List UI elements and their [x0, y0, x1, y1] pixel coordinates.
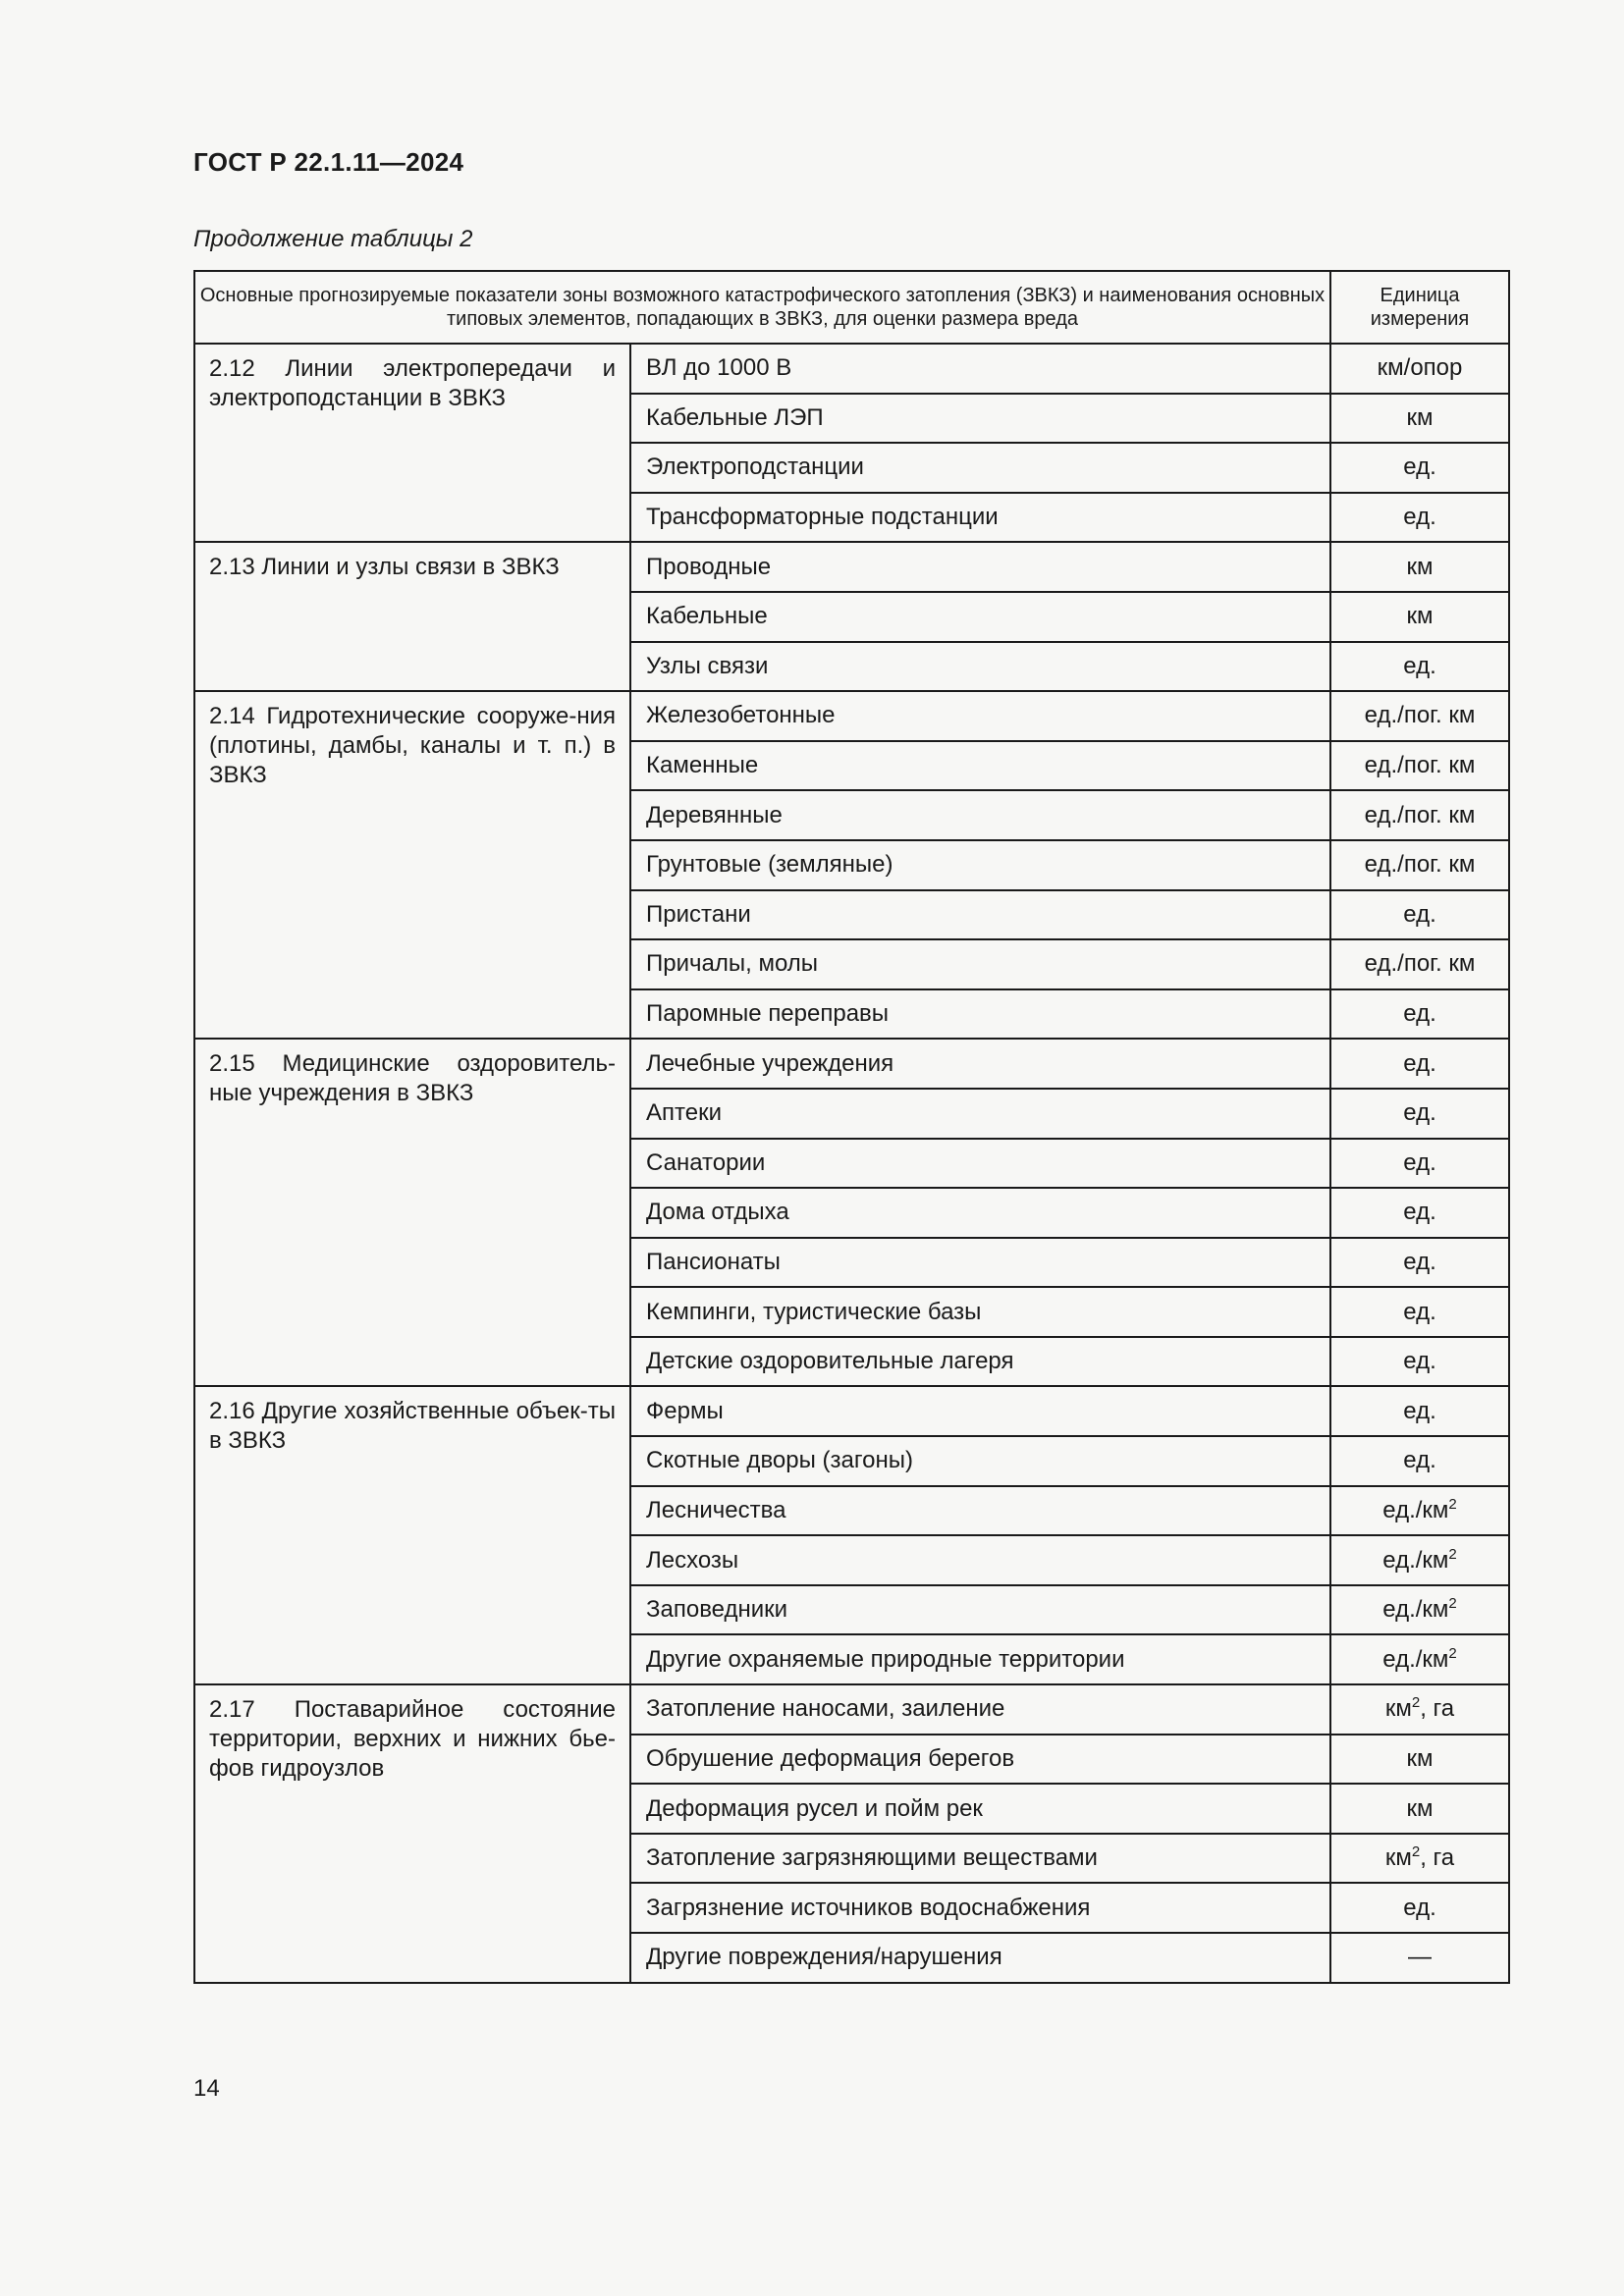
group-title: 2.14 Гидротехнические сооруже-ния (плотины, дамбы, каналы и т. п.) в ЗВКЗ — [194, 691, 630, 1039]
element-name: Трансформаторные подстанции — [630, 493, 1330, 543]
unit-cell — [1330, 1883, 1509, 1933]
unit-cell — [1330, 344, 1509, 394]
unit-cell — [1330, 1634, 1509, 1684]
unit-superscript: 2 — [1448, 1595, 1457, 1613]
unit-text: км — [1384, 1695, 1412, 1723]
element-name: Причалы, молы — [630, 939, 1330, 989]
unit-cell — [1330, 1386, 1509, 1436]
unit-cell — [1330, 394, 1509, 444]
element-name: Другие охраняемые природные территории — [630, 1634, 1330, 1684]
element-name: Грунтовые (земляные) — [630, 840, 1330, 890]
unit-text: ед. — [1403, 1000, 1436, 1028]
element-name: Кабельные ЛЭП — [630, 394, 1330, 444]
element-name: Проводные — [630, 542, 1330, 592]
document-header: ГОСТ Р 22.1.11—2024 — [193, 147, 464, 177]
unit-cell — [1330, 1486, 1509, 1536]
unit-text: ед./пог. км — [1364, 851, 1476, 879]
unit-cell — [1330, 1933, 1509, 1983]
unit-text: ед. — [1403, 1447, 1436, 1474]
element-name: Пристани — [630, 890, 1330, 940]
unit-cell — [1330, 1337, 1509, 1387]
unit-text: ед./км — [1382, 1546, 1449, 1574]
element-name: Другие повреждения/нарушения — [630, 1933, 1330, 1983]
unit-text: ед./км — [1382, 1645, 1449, 1673]
element-name: Детские оздоровительные лагеря — [630, 1337, 1330, 1387]
element-name: Затопление загрязняющими веществами — [630, 1834, 1330, 1884]
unit-text: ед. — [1403, 504, 1436, 531]
group-title: 2.12 Линии электропередачи и электроподстанции в ЗВКЗ — [194, 344, 630, 542]
unit-cell — [1330, 642, 1509, 692]
element-name: Дома отдыха — [630, 1188, 1330, 1238]
unit-text: ед./пог. км — [1364, 950, 1476, 978]
unit-text: км/опор — [1377, 354, 1463, 382]
unit-cell — [1330, 840, 1509, 890]
element-name: Загрязнение источников водоснабжения — [630, 1883, 1330, 1933]
unit-cell — [1330, 443, 1509, 493]
unit-cell — [1330, 1585, 1509, 1635]
unit-cell — [1330, 592, 1509, 642]
unit-cell — [1330, 890, 1509, 940]
unit-cell — [1330, 493, 1509, 543]
unit-text: км — [1406, 603, 1434, 630]
unit-cell — [1330, 542, 1509, 592]
element-name: Деревянные — [630, 790, 1330, 840]
element-name: Кемпинги, туристические базы — [630, 1287, 1330, 1337]
element-name: Деформация русел и пойм рек — [630, 1784, 1330, 1834]
element-name: Паромные переправы — [630, 989, 1330, 1040]
unit-text: ед. — [1403, 1894, 1436, 1921]
unit-cell — [1330, 1684, 1509, 1735]
unit-superscript: 2 — [1411, 1694, 1421, 1712]
group-title: 2.17 Поставарийное состояние территории, верхних и нижних бье-фов гидроузлов — [194, 1684, 630, 1983]
element-name: Скотные дворы (загоны) — [630, 1436, 1330, 1486]
unit-text: ед. — [1403, 652, 1436, 679]
unit-cell — [1330, 790, 1509, 840]
unit-text: ед. — [1403, 1099, 1436, 1127]
element-name: Лесничества — [630, 1486, 1330, 1536]
table-row — [194, 691, 1509, 741]
element-name: Обрушение деформация берегов — [630, 1735, 1330, 1785]
unit-text: — — [1408, 1944, 1433, 1971]
unit-text: ед. — [1403, 454, 1436, 481]
unit-cell — [1330, 691, 1509, 741]
table-caption: Продолжение таблицы 2 — [193, 226, 473, 252]
element-name: Узлы связи — [630, 642, 1330, 692]
element-name: Железобетонные — [630, 691, 1330, 741]
element-name: Затопление наносами, заиление — [630, 1684, 1330, 1735]
element-name: Электроподстанции — [630, 443, 1330, 493]
unit-text: ед./пог. км — [1364, 752, 1476, 779]
unit-text: ед. — [1403, 1148, 1436, 1176]
unit-cell — [1330, 1139, 1509, 1189]
unit-text: ед. — [1403, 1298, 1436, 1325]
group-title: 2.13 Линии и узлы связи в ЗВКЗ — [194, 542, 630, 691]
unit-text: км — [1384, 1844, 1412, 1872]
unit-cell — [1330, 1238, 1509, 1288]
unit-superscript: 2 — [1448, 1545, 1457, 1563]
unit-superscript: 2 — [1448, 1644, 1457, 1662]
table-row — [194, 1684, 1509, 1735]
unit-text: ед. — [1403, 900, 1436, 928]
element-name: Фермы — [630, 1386, 1330, 1436]
unit-text: ед./км — [1382, 1496, 1449, 1523]
unit-text: ед. — [1403, 1348, 1436, 1375]
unit-text: км — [1406, 403, 1434, 431]
unit-text: км — [1406, 1794, 1434, 1822]
unit-text: ед. — [1403, 1049, 1436, 1077]
unit-cell — [1330, 1039, 1509, 1089]
unit-cell — [1330, 741, 1509, 791]
element-name: Каменные — [630, 741, 1330, 791]
unit-cell — [1330, 1287, 1509, 1337]
table-row — [194, 344, 1509, 394]
table-row — [194, 1039, 1509, 1089]
unit-suffix: , га — [1420, 1844, 1455, 1872]
element-name: Заповедники — [630, 1585, 1330, 1635]
unit-text: ед./км — [1382, 1596, 1449, 1624]
unit-cell — [1330, 1436, 1509, 1486]
units-table — [193, 270, 1510, 1984]
unit-text: ед./пог. км — [1364, 801, 1476, 828]
unit-cell — [1330, 1188, 1509, 1238]
element-name: Санатории — [630, 1139, 1330, 1189]
unit-superscript: 2 — [1411, 1843, 1421, 1861]
element-name: Лесхозы — [630, 1535, 1330, 1585]
unit-cell — [1330, 1735, 1509, 1785]
element-name: Лечебные учреждения — [630, 1039, 1330, 1089]
unit-text: ед. — [1403, 1248, 1436, 1275]
unit-superscript: 2 — [1448, 1495, 1457, 1513]
table-header-row — [194, 271, 1509, 344]
unit-cell — [1330, 1834, 1509, 1884]
element-name: Пансионаты — [630, 1238, 1330, 1288]
element-name: Аптеки — [630, 1089, 1330, 1139]
unit-text: ед. — [1403, 1397, 1436, 1424]
unit-text: км — [1406, 1744, 1434, 1772]
table-body — [194, 344, 1509, 1983]
unit-text: км — [1406, 553, 1434, 580]
table-row — [194, 542, 1509, 592]
unit-text: ед. — [1403, 1199, 1436, 1226]
element-name: Кабельные — [630, 592, 1330, 642]
group-title: 2.16 Другие хозяйственные объек-ты в ЗВКЗ — [194, 1386, 630, 1684]
group-title: 2.15 Медицинские оздоровитель-ные учреждения в ЗВКЗ — [194, 1039, 630, 1386]
unit-cell — [1330, 1535, 1509, 1585]
unit-cell — [1330, 1089, 1509, 1139]
unit-cell — [1330, 989, 1509, 1040]
element-name: ВЛ до 1000 В — [630, 344, 1330, 394]
header-unit: Единица измерения — [1330, 271, 1509, 344]
unit-cell — [1330, 939, 1509, 989]
header-indicators: Основные прогнозируемые показатели зоны возможного катастрофического затопления (ЗВКЗ) и наименования основных типовых элементов, попадающих в ЗВКЗ, для оценки размера вреда — [194, 271, 1330, 344]
table-row — [194, 1386, 1509, 1436]
unit-text: ед./пог. км — [1364, 702, 1476, 729]
unit-suffix: , га — [1420, 1695, 1455, 1723]
unit-cell — [1330, 1784, 1509, 1834]
page-number: 14 — [193, 2075, 220, 2102]
